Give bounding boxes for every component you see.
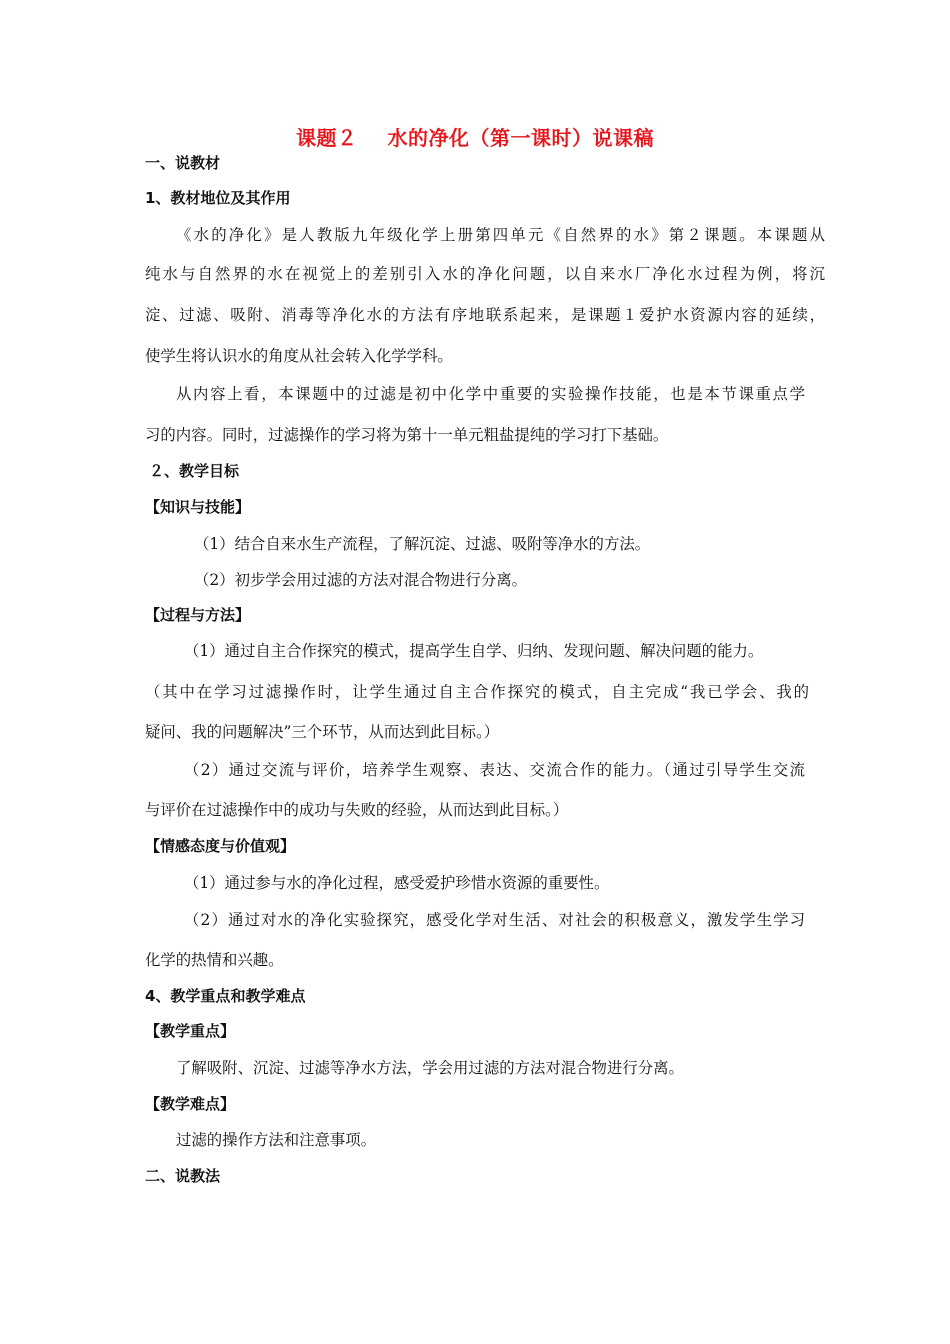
- process-line: （1）通过自主合作探究的模式，提高学生自学、归纳、发现问题、解决问题的能力。: [184, 642, 764, 660]
- title-lesson-number: 课题２: [296, 126, 358, 150]
- knowledge-item: （1）结合自来水生产流程，了解沉淀、过滤、吸附等净水的方法。: [194, 535, 651, 553]
- knowledge-heading: 【知识与技能】: [145, 498, 251, 516]
- emotion-line: 化学的热情和兴趣。: [145, 951, 284, 969]
- subsection-heading-1-1: 1、教材地位及其作用: [145, 189, 291, 207]
- emotion-heading: 【情感态度与价值观】: [145, 837, 296, 855]
- difficult-point-heading: 【教学难点】: [145, 1095, 236, 1113]
- process-line: 与评价在过滤操作中的成功与失败的经验，从而达到此目标。）: [145, 801, 569, 819]
- title-lesson-name: 水的净化（第一课时）说课稿: [387, 126, 654, 150]
- process-line: （2）通过交流与评价，培养学生观察、表达、交流合作的能力。（通过引导学生交流: [184, 761, 805, 779]
- section-heading-1: 一、说教材: [145, 154, 221, 172]
- page-title: [0, 122, 950, 151]
- paragraph-line: 习的内容。同时，过滤操作的学习将为第十一单元粗盐提纯的学习打下基础。: [145, 426, 669, 444]
- process-line: 疑问、我的问题解决”三个环节，从而达到此目标。）: [145, 723, 500, 741]
- emotion-line: （2）通过对水的净化实验探究，感受化学对生活、对社会的积极意义，激发学生学习: [184, 911, 805, 929]
- difficult-point-text: 过滤的操作方法和注意事项。: [176, 1131, 377, 1149]
- paragraph-line: 使学生将认识水的角度从社会转入化学学科。: [145, 347, 453, 365]
- key-point-text: 了解吸附、沉淀、过滤等净水方法，学会用过滤的方法对混合物进行分离。: [176, 1059, 684, 1077]
- key-point-heading: 【教学重点】: [145, 1022, 236, 1040]
- emotion-line: （1）通过参与水的净化过程，感受爱护珍惜水资源的重要性。: [184, 874, 610, 892]
- subsection-heading-1-4: 4、教学重点和教学难点: [145, 987, 306, 1005]
- section-heading-2: 二、说教法: [145, 1167, 221, 1185]
- paragraph-line: 《水的净化》是人教版九年级化学上册第四单元《自然界的水》第２课题。本课题从: [176, 226, 825, 244]
- process-line: （其中在学习过滤操作时，让学生通过自主合作探究的模式，自主完成“我已学会、我的: [145, 683, 809, 701]
- paragraph-line: 淀、过滤、吸附、消毒等净化水的方法有序地联系起来，是课题１爱护水资源内容的延续，: [145, 306, 825, 324]
- process-heading: 【过程与方法】: [145, 606, 251, 624]
- subsection-heading-1-2: ２、教学目标: [149, 462, 240, 480]
- knowledge-item: （2）初步学会用过滤的方法对混合物进行分离。: [194, 571, 527, 589]
- paragraph-line: 纯水与自然界的水在视觉上的差别引入水的净化问题，以自来水厂净化水过程为例，将沉: [145, 265, 825, 283]
- paragraph-line: 从内容上看，本课题中的过滤是初中化学中重要的实验操作技能，也是本节课重点学: [176, 385, 805, 403]
